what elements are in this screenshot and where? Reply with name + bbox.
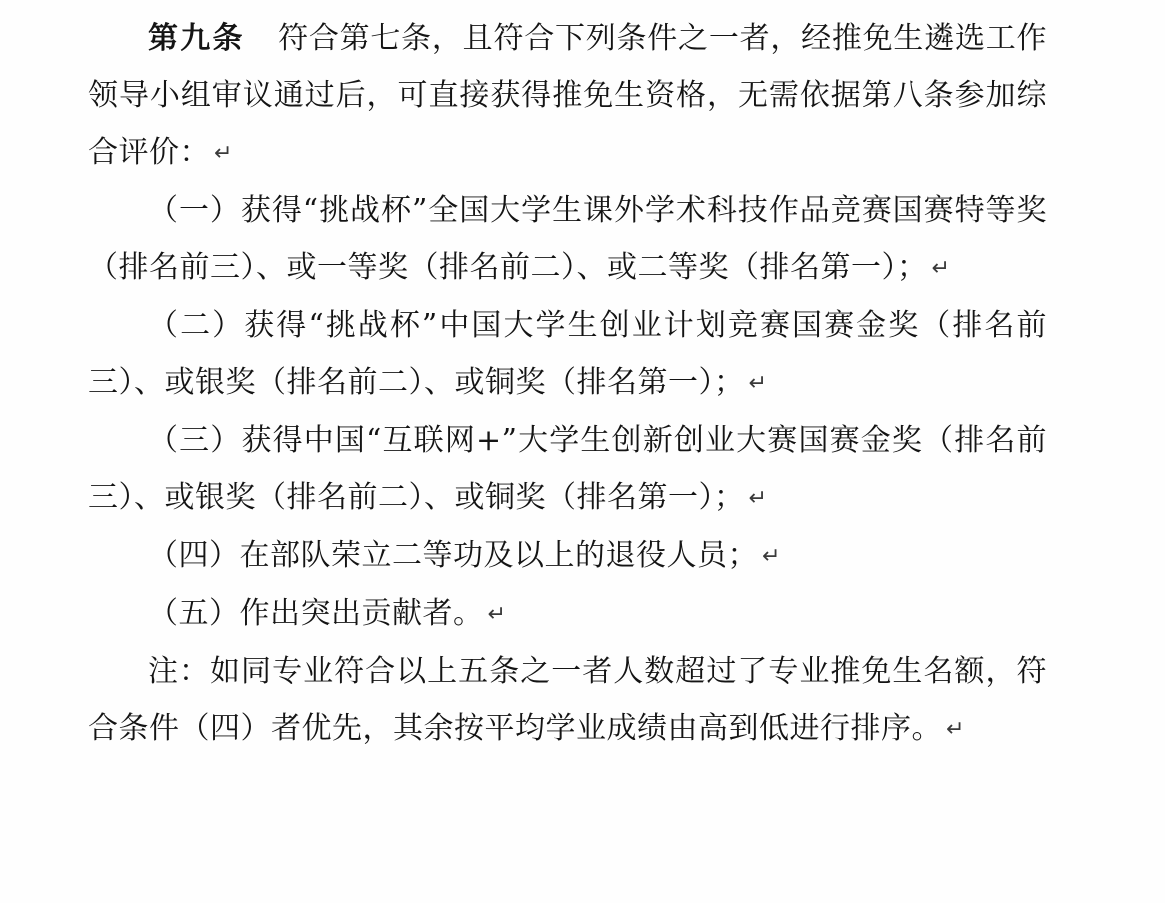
paragraph-item-four bbox=[88, 527, 1047, 585]
paragraph-text: （五）作出突出贡献者。 bbox=[148, 596, 484, 631]
paragraph-item-three bbox=[88, 412, 1047, 527]
pilcrow-mark: ↵ bbox=[748, 486, 768, 511]
paragraph-text: （二）获得“挑战杯”中国大学生创业计划竞赛国赛金奖（排名前三）、或银奖（排名前二）、或铜奖（排名第一）； bbox=[88, 308, 1047, 400]
paragraph-item-one bbox=[88, 182, 1047, 297]
paragraph-note bbox=[88, 643, 1047, 758]
paragraph-text: （一）获得“挑战杯”全国大学生课外学术科技作品竞赛国赛特等奖（排名前三）、或一等奖（排名前二）、或二等奖（排名第一）； bbox=[88, 193, 1047, 285]
paragraph-text: （三）获得中国“互联网+”大学生创新创业大赛国赛金奖（排名前三）、或银奖（排名前二）、或铜奖（排名第一）； bbox=[88, 423, 1047, 515]
pilcrow-mark: ↵ bbox=[762, 544, 781, 569]
pilcrow-mark: ↵ bbox=[214, 141, 233, 166]
paragraph-item-two bbox=[88, 297, 1047, 412]
pilcrow-mark: ↵ bbox=[487, 602, 507, 627]
paragraph-text: 注：如同专业符合以上五条之一者人数超过了专业推免生名额，符合条件（四）者优先，其余按平均学业成绩由高到低进行排序。 bbox=[88, 654, 1047, 746]
paragraph-heading: 第九条 bbox=[148, 21, 245, 56]
pilcrow-mark: ↵ bbox=[748, 371, 768, 396]
paragraph-text: （四）在部队荣立二等功及以上的退役人员； bbox=[148, 538, 758, 573]
paragraph-item-five bbox=[88, 585, 1047, 643]
pilcrow-mark: ↵ bbox=[931, 256, 951, 281]
paragraph-text: 符合第七条，且符合下列条件之一者，经推免生遴选工作领导小组审议通过后，可直接获得推免生资格，无需依据第八条参加综合评价： bbox=[88, 21, 1048, 170]
paragraph-article-nine bbox=[88, 10, 1047, 182]
pilcrow-mark: ↵ bbox=[946, 717, 965, 742]
